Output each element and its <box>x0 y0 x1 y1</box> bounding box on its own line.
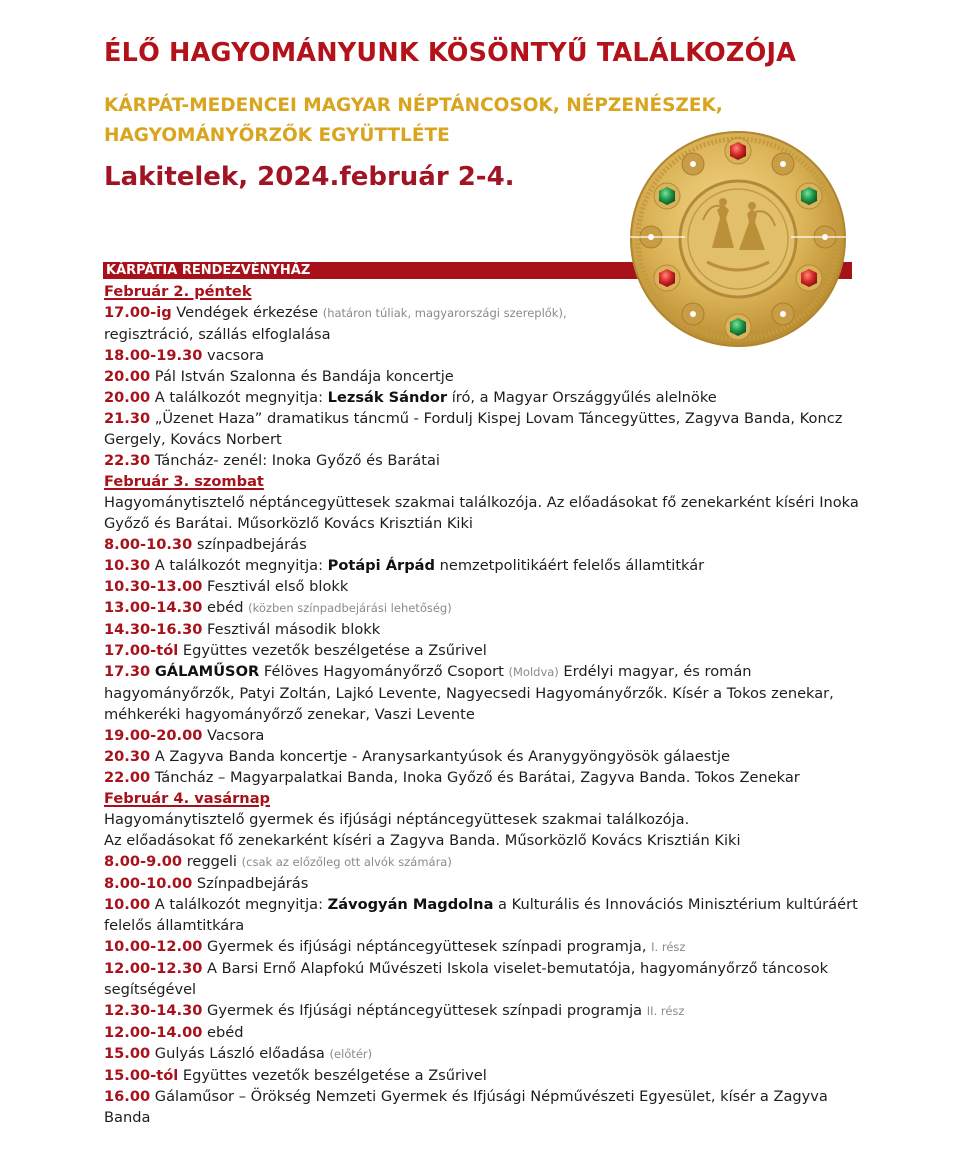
item-note: (határon túliak, magyarországi szereplők), <box>322 306 567 320</box>
item-text: Fesztivál első blokk <box>202 578 349 595</box>
schedule-item <box>104 345 864 366</box>
schedule-item <box>104 746 864 767</box>
schedule-item <box>104 555 864 576</box>
item-time: 12.00-12.30 <box>104 960 203 977</box>
day-intro: Hagyománytisztelő néptáncegyüttesek szakmai találkozója. Az előadásokat fő zenekarként kíséri Inoka Győző és Barátai. Műsorközlő Kovács Krisztián Kiki <box>104 494 859 532</box>
item-time: 17.30 <box>104 663 151 680</box>
event-title: ÉLŐ HAGYOMÁNYUNK KÖSÖNTYŰ TALÁLKOZÓJA <box>104 38 797 68</box>
item-text: Vendégek érkezése <box>171 304 323 321</box>
item-time: 17.00-tól <box>104 642 179 659</box>
item-text: A találkozót megnyitja: <box>150 896 328 913</box>
item-time: 12.00-14.00 <box>104 1024 203 1041</box>
item-time: 18.00-19.30 <box>104 347 203 364</box>
schedule-item <box>104 936 864 958</box>
schedule-item <box>104 366 864 387</box>
day-heading-friday: Február 2. péntek <box>104 283 252 300</box>
schedule <box>104 281 864 1128</box>
item-text: Gyermek és ifjúsági néptáncegyüttesek színpadi programja, <box>202 938 652 955</box>
item-time: 8.00-10.30 <box>104 536 193 553</box>
item-time: 20.00 <box>104 368 151 385</box>
item-text: Táncház- zenél: Inoka Győző és Barátai <box>150 452 440 469</box>
day-heading-saturday: Február 3. szombat <box>104 473 264 490</box>
item-text: regisztráció, szállás elfoglalása <box>104 326 331 343</box>
item-note: (Moldva) <box>508 665 559 679</box>
schedule-item <box>104 576 864 597</box>
item-time: 8.00-10.00 <box>104 875 193 892</box>
item-text: Pál István Szalonna és Bandája koncertje <box>150 368 454 385</box>
item-text: ebéd <box>202 1024 244 1041</box>
item-text: Fesztivál második blokk <box>202 621 381 638</box>
subtitle-line-1: KÁRPÁT-MEDENCEI MAGYAR NÉPTÁNCOSOK, NÉPZENÉSZEK, <box>104 95 723 116</box>
schedule-item <box>104 1022 864 1043</box>
item-time: 12.30-14.30 <box>104 1002 203 1019</box>
item-text: nemzetpolitikáért felelős államtitkár <box>434 557 705 574</box>
day-intro-line-2: Az előadásokat fő zenekarként kíséri a Zagyva Banda. Műsorközlő Kovács Krisztián Kiki <box>104 832 741 849</box>
item-time: 22.00 <box>104 769 151 786</box>
item-time: 20.30 <box>104 748 151 765</box>
item-text: Erdélyi magyar, és román hagyományőrzők, Patyi Zoltán, Lajkó Levente, Nagyecsedi Hagyományőrzők. Kísér a Tokos zenekar, méhkeréki hagyományőrző zenekar, Vaszi Levente <box>104 663 834 723</box>
item-time: 21.30 <box>104 410 151 427</box>
item-note: (csak az előzőleg ott alvók számára) <box>241 855 452 869</box>
schedule-item <box>104 302 864 345</box>
item-text: Vacsora <box>202 727 265 744</box>
item-text: Színpadbejárás <box>192 875 309 892</box>
schedule-item <box>104 387 864 408</box>
schedule-item <box>104 958 864 1000</box>
item-time: 10.30-13.00 <box>104 578 203 595</box>
item-time: 10.30 <box>104 557 151 574</box>
item-text: színpadbejárás <box>192 536 307 553</box>
item-time: 10.00-12.00 <box>104 938 203 955</box>
item-text: A találkozót megnyitja: <box>150 557 328 574</box>
schedule-item <box>104 1065 864 1086</box>
item-time: 10.00 <box>104 896 151 913</box>
item-note: II. rész <box>646 1004 685 1018</box>
subtitle-line-2: HAGYOMÁNYŐRZŐK EGYÜTTLÉTE <box>104 125 450 146</box>
schedule-item <box>104 894 864 936</box>
item-person: Potápi Árpád <box>327 557 435 574</box>
item-time: 14.30-16.30 <box>104 621 203 638</box>
item-text: Gulyás László előadása <box>150 1045 330 1062</box>
item-person: Závogyán Magdolna <box>327 896 494 913</box>
day-intro-line-1: Hagyománytisztelő gyermek és ifjúsági néptáncegyüttesek szakmai találkozója. <box>104 811 690 828</box>
item-time: 15.00 <box>104 1045 151 1062</box>
item-text: ebéd <box>202 599 249 616</box>
item-text: A találkozót megnyitja: <box>150 389 328 406</box>
place-and-date: Lakitelek, 2024.február 2-4. <box>104 162 515 192</box>
item-time: 13.00-14.30 <box>104 599 203 616</box>
schedule-item <box>104 534 864 555</box>
item-text: Táncház – Magyarpalatkai Banda, Inoka Győző és Barátai, Zagyva Banda. Tokos Zenekar <box>150 769 800 786</box>
item-text: Félöves Hagyományőrző Csoport <box>259 663 509 680</box>
item-text: Gálaműsor – Örökség Nemzeti Gyermek és Ifjúsági Népművészeti Egyesület, kísér a Zagyva Banda <box>104 1088 828 1126</box>
item-note: (közben színpadbejárási lehetőség) <box>248 601 452 615</box>
item-note: I. rész <box>651 940 686 954</box>
item-text: reggeli <box>182 853 242 870</box>
schedule-item <box>104 640 864 661</box>
schedule-item <box>104 1043 864 1065</box>
schedule-item <box>104 597 864 619</box>
day-heading-sunday: Február 4. vasárnap <box>104 790 270 807</box>
schedule-item <box>104 767 864 788</box>
item-text: vacsora <box>202 347 265 364</box>
item-person: Lezsák Sándor <box>327 389 448 406</box>
item-text: „Üzenet Haza” dramatikus táncmű - Fordulj Kispej Lovam Táncegyüttes, Zagyva Banda, Koncz Gergely, Kovács Norbert <box>104 410 843 448</box>
schedule-item <box>104 661 864 725</box>
schedule-item <box>104 450 864 471</box>
schedule-item <box>104 725 864 746</box>
item-time: 15.00-tól <box>104 1067 179 1084</box>
schedule-item <box>104 619 864 640</box>
item-text: Együttes vezetők beszélgetése a Zsűrivel <box>178 1067 487 1084</box>
schedule-item <box>104 1086 864 1128</box>
item-text: a Kulturális és Innovációs Minisztérium kultúráért felelős államtitkára <box>104 896 858 934</box>
schedule-item <box>104 873 864 894</box>
item-time: 19.00-20.00 <box>104 727 203 744</box>
item-time: 16.00 <box>104 1088 151 1105</box>
item-time: 20.00 <box>104 389 151 406</box>
item-text: A Zagyva Banda koncertje - Aranysarkantyúsok és Aranygyöngyösök gálaestje <box>150 748 731 765</box>
item-text: Együttes vezetők beszélgetése a Zsűrivel <box>178 642 487 659</box>
item-time: 17.00-ig <box>104 304 172 321</box>
item-text: Gyermek és Ifjúsági néptáncegyüttesek színpadi programja <box>202 1002 647 1019</box>
venue-label: KÁRPÁTIA RENDEZVÉNYHÁZ <box>106 263 311 278</box>
item-text: író, a Magyar Országgyűlés alelnöke <box>447 389 717 406</box>
schedule-item <box>104 408 864 450</box>
item-note: (előtér) <box>329 1047 373 1061</box>
schedule-item <box>104 851 864 873</box>
item-time: 8.00-9.00 <box>104 853 183 870</box>
item-highlight: GÁLAMŰSOR <box>154 663 260 680</box>
item-text: A Barsi Ernő Alapfokú Művészeti Iskola viselet-bemutatója, hagyományőrző táncosok segítségével <box>104 960 829 998</box>
schedule-item <box>104 1000 864 1022</box>
item-time: 22.30 <box>104 452 151 469</box>
